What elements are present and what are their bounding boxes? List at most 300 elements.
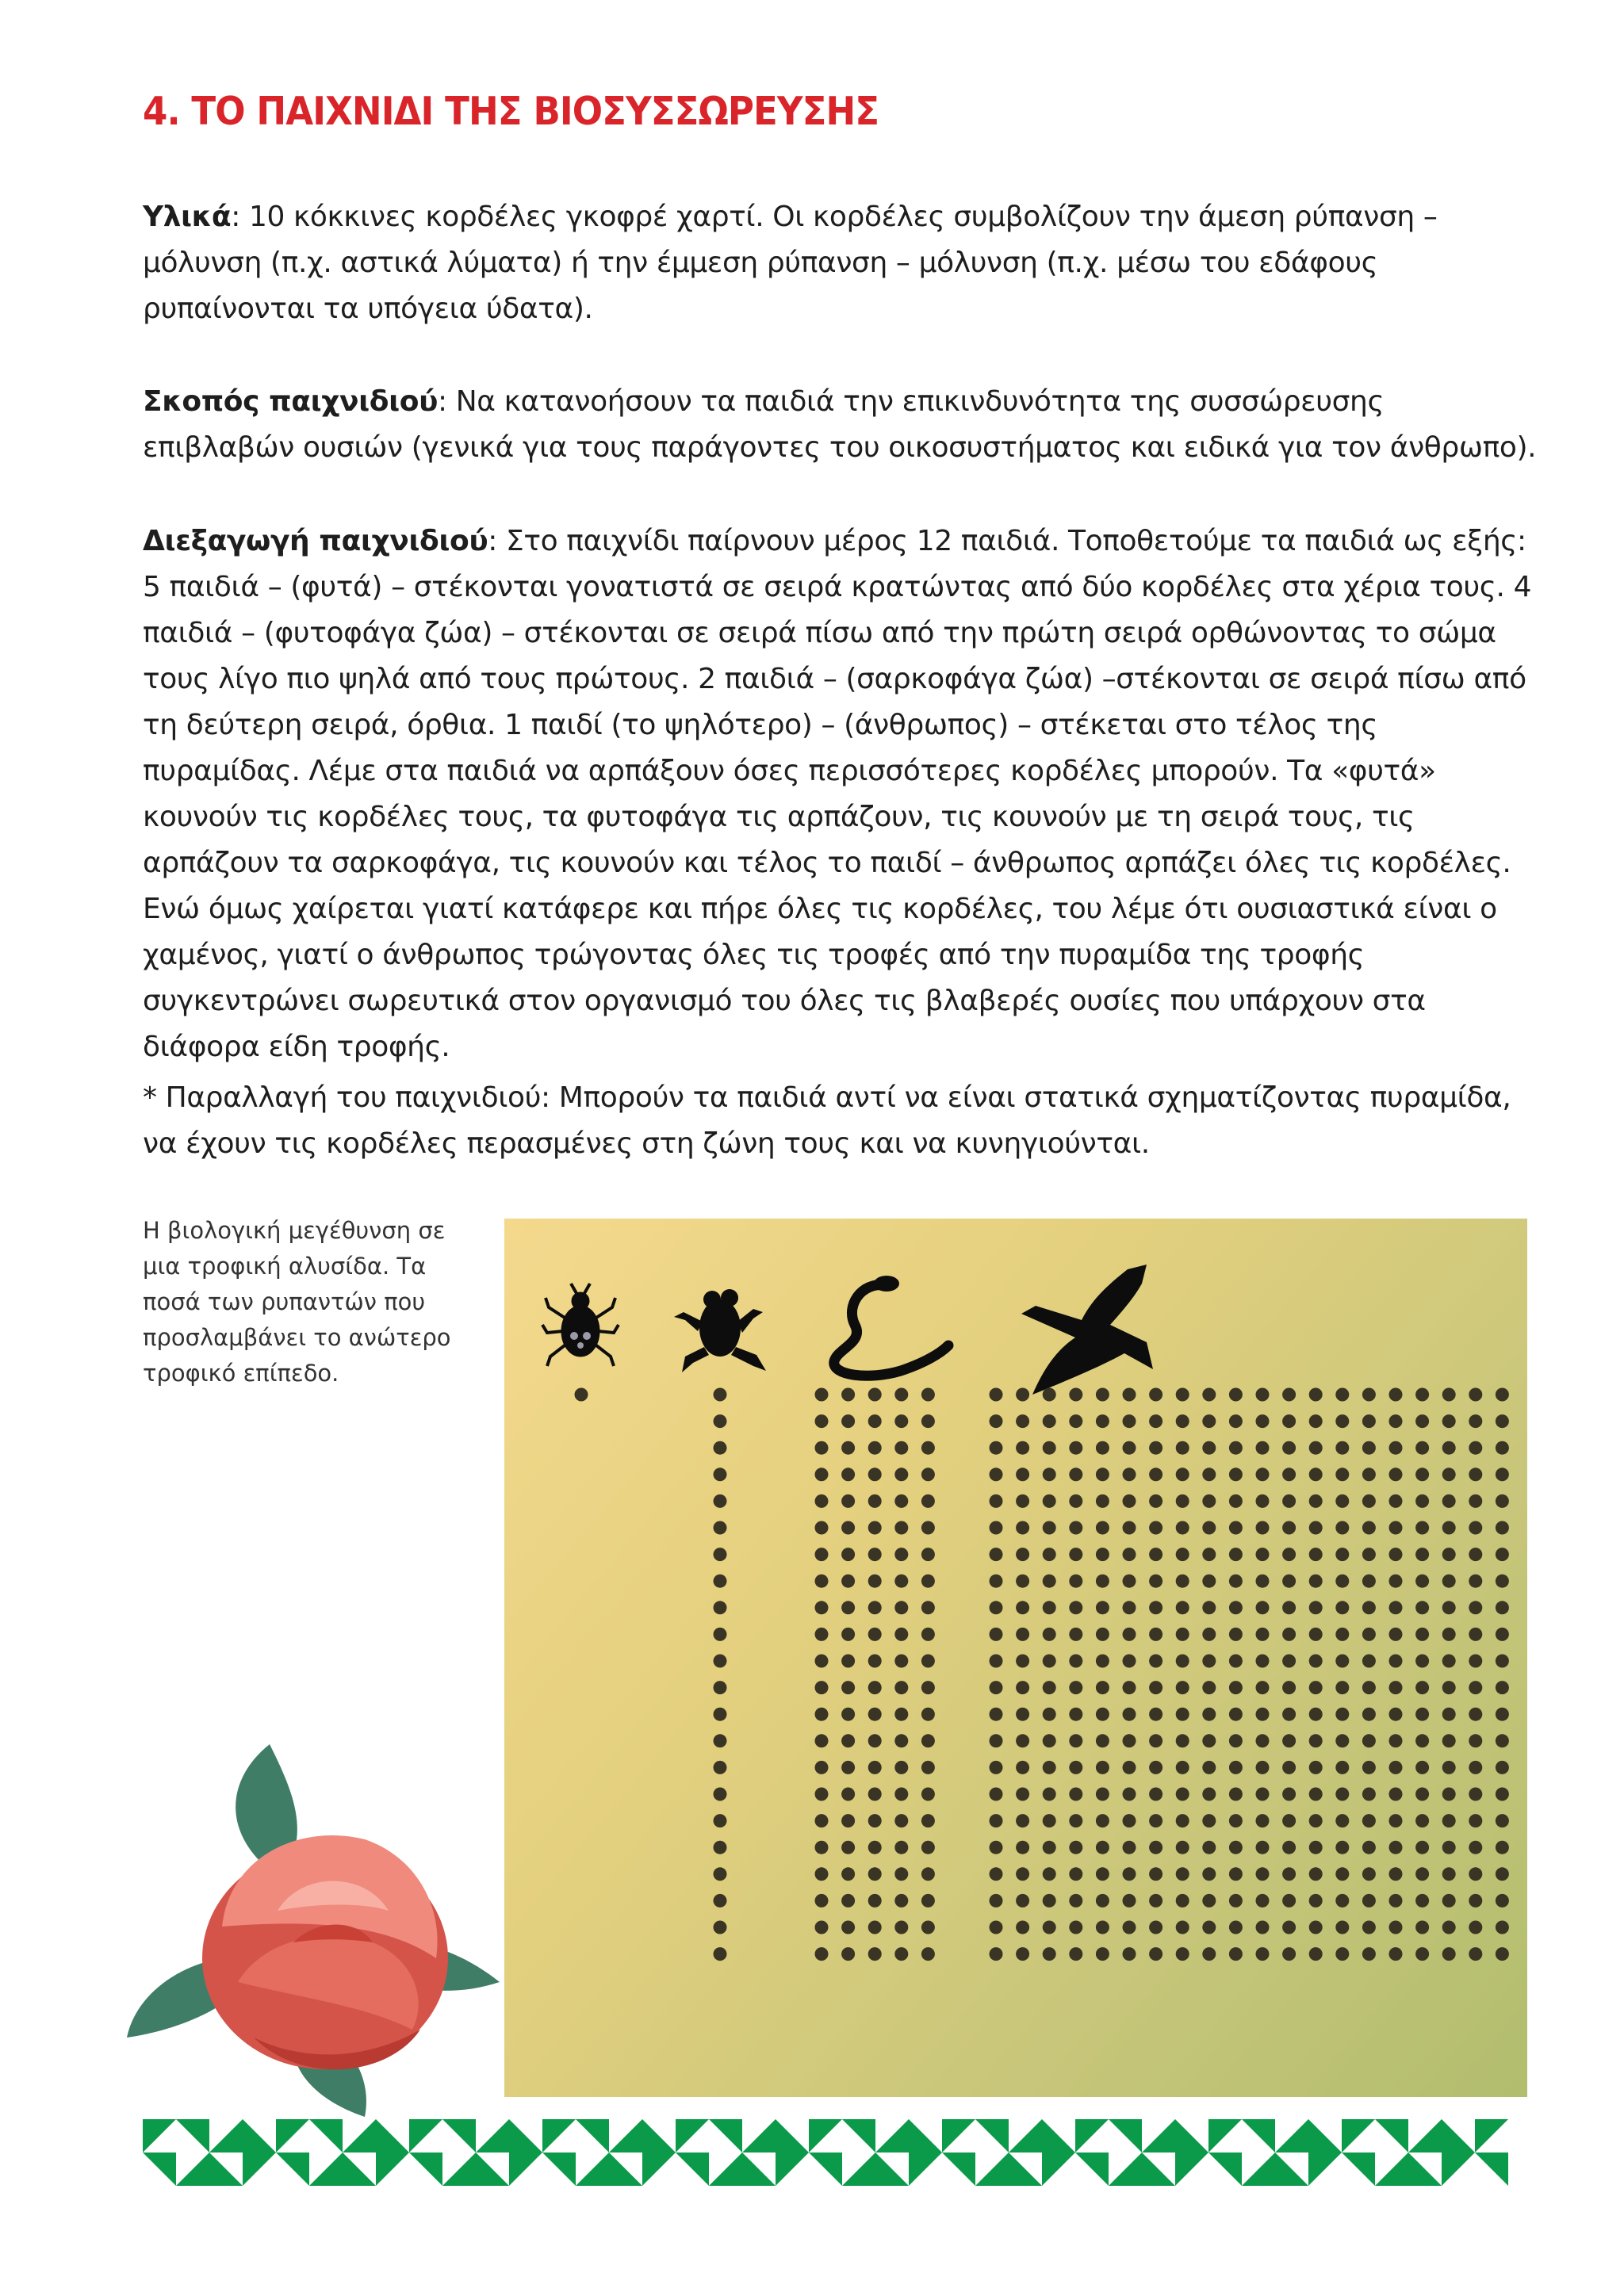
- pollutant-dot: [921, 1601, 935, 1614]
- pollutant-dot: [990, 1841, 1003, 1854]
- pollutant-dot: [1176, 1414, 1189, 1428]
- pollutant-dot: [868, 1947, 882, 1961]
- pollutant-dot: [894, 1601, 908, 1614]
- pollutant-dot: [894, 1575, 908, 1588]
- pollutant-dot: [841, 1814, 855, 1827]
- pollutant-dot: [815, 1867, 829, 1881]
- pollutant-dot: [1096, 1947, 1109, 1961]
- border-triangle: [975, 2119, 1009, 2152]
- pollutant-dot: [1335, 1841, 1349, 1854]
- pollutant-dot: [1335, 1921, 1349, 1934]
- pollutant-dot: [1469, 1601, 1482, 1614]
- pollutant-dot: [1469, 1947, 1482, 1961]
- pollutant-dot: [1069, 1947, 1082, 1961]
- border-triangle: [1175, 2119, 1208, 2152]
- pollutant-dot: [1123, 1761, 1136, 1774]
- pollutant-dot: [1069, 1548, 1082, 1561]
- pollutant-dot: [815, 1761, 829, 1774]
- border-triangle: [676, 2152, 709, 2186]
- pollutant-dot: [1282, 1921, 1296, 1934]
- pollutant-dot: [714, 1947, 727, 1961]
- border-triangle: [409, 2152, 442, 2186]
- border-triangle: [176, 2119, 209, 2152]
- pollutant-dot: [1202, 1921, 1216, 1934]
- pollutant-dot: [1496, 1655, 1509, 1668]
- border-triangle: [742, 2152, 776, 2186]
- pollutant-dot: [1415, 1655, 1429, 1668]
- pollutant-dot: [921, 1628, 935, 1641]
- pollutant-dot: [1496, 1894, 1509, 1908]
- border-triangle: [809, 2119, 842, 2152]
- pollutant-dot: [1202, 1521, 1216, 1535]
- pollutant-dot: [1335, 1548, 1349, 1561]
- figure-canvas: [504, 1219, 1527, 2097]
- pollutant-dot: [841, 1894, 855, 1908]
- pollutant-dot: [894, 1867, 908, 1881]
- border-triangle: [1208, 2152, 1242, 2186]
- pollutant-dot: [1469, 1761, 1482, 1774]
- pollutant-dot: [1282, 1867, 1296, 1881]
- pollutant-dot: [1123, 1494, 1136, 1508]
- pollutant-dot: [921, 1894, 935, 1908]
- pollutant-dot: [1176, 1734, 1189, 1747]
- pollutant-dot: [1362, 1655, 1376, 1668]
- pollutant-dot: [1362, 1414, 1376, 1428]
- pollutant-dot: [841, 1788, 855, 1801]
- pollutant-dot: [921, 1468, 935, 1481]
- pollutant-dot: [1442, 1388, 1456, 1402]
- pollutant-dot: [1496, 1681, 1509, 1694]
- pollutant-dot: [1362, 1708, 1376, 1721]
- pollutant-dot: [1016, 1814, 1029, 1827]
- biomagnification-figure: [504, 1219, 1527, 2097]
- pollutant-dot: [841, 1548, 855, 1561]
- snake-icon: [834, 1276, 948, 1376]
- pollutant-dot: [1496, 1468, 1509, 1481]
- border-triangle: [909, 2119, 942, 2152]
- pollutant-dot: [1123, 1521, 1136, 1535]
- pollutant-dot: [1335, 1414, 1349, 1428]
- pollutant-dot: [1256, 1494, 1270, 1508]
- pollutant-dot: [1389, 1867, 1403, 1881]
- pollutant-dot: [1016, 1388, 1029, 1402]
- border-triangle: [143, 2152, 176, 2186]
- pollutant-dot: [1043, 1548, 1056, 1561]
- border-triangle: [909, 2152, 942, 2186]
- pollutant-dot: [990, 1814, 1003, 1827]
- pollutant-dot: [1442, 1708, 1456, 1721]
- pollutant-dot: [1202, 1788, 1216, 1801]
- pollutant-dot: [1096, 1548, 1109, 1561]
- pollutant-dot: [1282, 1601, 1296, 1614]
- pollutant-dot: [868, 1921, 882, 1934]
- pollutant-dot: [1309, 1441, 1323, 1455]
- pollutant-dot: [815, 1414, 829, 1428]
- pollutant-dot: [841, 1494, 855, 1508]
- pollutant-dot: [1335, 1628, 1349, 1641]
- pollutant-dot: [1389, 1628, 1403, 1641]
- pollutant-dot: [1469, 1788, 1482, 1801]
- border-triangle: [1009, 2119, 1042, 2152]
- pollutant-dot: [1202, 1867, 1216, 1881]
- border-triangle: [742, 2119, 776, 2152]
- pollutant-dot: [1149, 1655, 1162, 1668]
- pollutant-dot: [1123, 1655, 1136, 1668]
- pollutant-dot: [1096, 1655, 1109, 1668]
- pollutant-dot: [1069, 1628, 1082, 1641]
- pollutant-dot: [1176, 1548, 1189, 1561]
- pollutant-dot: [1496, 1947, 1509, 1961]
- pollutant-dot: [1202, 1681, 1216, 1694]
- pollutant-dot: [1309, 1548, 1323, 1561]
- pollutant-dot: [1496, 1761, 1509, 1774]
- pollutant-dot: [1069, 1468, 1082, 1481]
- pollutant-dot: [921, 1788, 935, 1801]
- pollutant-dot: [868, 1468, 882, 1481]
- border-triangle: [1109, 2119, 1142, 2152]
- pollutant-dot: [1202, 1814, 1216, 1827]
- pollutant-dot: [1362, 1521, 1376, 1535]
- pollutant-dot: [1149, 1548, 1162, 1561]
- pollutant-dot: [1016, 1681, 1029, 1694]
- border-triangle: [343, 2152, 376, 2186]
- pollutant-dot: [1069, 1814, 1082, 1827]
- pollutant-dot: [1043, 1655, 1056, 1668]
- pollutant-dot: [714, 1601, 727, 1614]
- pollutant-dot: [1202, 1708, 1216, 1721]
- pollutant-dot: [1069, 1761, 1082, 1774]
- border-triangle: [875, 2119, 909, 2152]
- pollutant-dot: [815, 1494, 829, 1508]
- pollutant-dot: [1335, 1681, 1349, 1694]
- pollutant-dot: [1389, 1708, 1403, 1721]
- pollutant-dot: [815, 1521, 829, 1535]
- pollutant-dot: [1202, 1894, 1216, 1908]
- pollutant-dot: [1229, 1867, 1243, 1881]
- pollutant-dot: [1415, 1921, 1429, 1934]
- pollutant-dot: [990, 1655, 1003, 1668]
- pollutant-dot: [1496, 1734, 1509, 1747]
- pollutant-dot: [1469, 1441, 1482, 1455]
- pollutant-dot: [1069, 1921, 1082, 1934]
- pollutant-dot: [1362, 1814, 1376, 1827]
- pollutant-dot: [1229, 1814, 1243, 1827]
- pollutant-dot: [1282, 1788, 1296, 1801]
- pollutant-dot: [1096, 1921, 1109, 1934]
- pollutant-dot: [894, 1521, 908, 1535]
- pollutant-dot: [1069, 1575, 1082, 1588]
- pollutant-dot: [921, 1814, 935, 1827]
- pollutant-dot: [921, 1947, 935, 1961]
- bird-icon: [1021, 1265, 1153, 1395]
- border-triangle: [1375, 2152, 1408, 2186]
- pollutant-dot: [1123, 1441, 1136, 1455]
- pollutant-dot: [1389, 1814, 1403, 1827]
- pollutant-dot: [1256, 1628, 1270, 1641]
- pollutant-dot: [868, 1388, 882, 1402]
- pollutant-dot: [815, 1468, 829, 1481]
- pollutant-dot: [1335, 1575, 1349, 1588]
- pollutant-dot: [1415, 1388, 1429, 1402]
- pollutant-dot: [1069, 1894, 1082, 1908]
- pollutant-dot: [841, 1867, 855, 1881]
- pollutant-dot: [714, 1894, 727, 1908]
- pollutant-dot: [1202, 1494, 1216, 1508]
- pollutant-dot: [1096, 1601, 1109, 1614]
- pollutant-dot: [921, 1681, 935, 1694]
- pollutant-dot: [1256, 1788, 1270, 1801]
- pollutant-dot: [1335, 1788, 1349, 1801]
- pollutant-dot: [921, 1388, 935, 1402]
- pollutant-dot: [1016, 1921, 1029, 1934]
- pollutant-dot: [1043, 1575, 1056, 1588]
- pollutant-dot: [990, 1788, 1003, 1801]
- pollutant-dot: [1442, 1894, 1456, 1908]
- pollutant-dot: [1176, 1867, 1189, 1881]
- pollutant-dot: [894, 1494, 908, 1508]
- pollutant-dot: [1469, 1548, 1482, 1561]
- border-triangle: [276, 2119, 309, 2152]
- pollutant-dot: [1096, 1681, 1109, 1694]
- border-triangle: [942, 2152, 975, 2186]
- pollutant-dot: [1149, 1521, 1162, 1535]
- pollutant-dot: [921, 1841, 935, 1854]
- pollutant-dot: [841, 1601, 855, 1614]
- pollutant-dot: [868, 1708, 882, 1721]
- pollutant-dot: [1309, 1947, 1323, 1961]
- pollutant-dot: [1096, 1388, 1109, 1402]
- pollutant-dot: [1469, 1388, 1482, 1402]
- pollutant-dot: [1442, 1788, 1456, 1801]
- pollutant-dot: [1415, 1841, 1429, 1854]
- pollutant-dot: [1256, 1867, 1270, 1881]
- border-triangle: [842, 2152, 875, 2186]
- pollutant-dot: [1469, 1708, 1482, 1721]
- pollutant-dot: [990, 1601, 1003, 1614]
- procedure-label: Διεξαγωγή παιχνιδιού: [143, 525, 488, 557]
- pollutant-dot: [815, 1814, 829, 1827]
- pollutant-dot: [1256, 1575, 1270, 1588]
- border-triangle: [1342, 2119, 1375, 2152]
- border-triangle: [176, 2152, 209, 2186]
- pollutant-dot: [1442, 1655, 1456, 1668]
- pollutant-dot: [714, 1414, 727, 1428]
- pollutant-dot: [1016, 1894, 1029, 1908]
- pollutant-dot: [1469, 1867, 1482, 1881]
- border-triangle: [542, 2119, 576, 2152]
- border-triangle: [276, 2152, 309, 2186]
- pollutant-dot: [1442, 1814, 1456, 1827]
- pollutant-dot: [841, 1521, 855, 1535]
- pollutant-dot: [990, 1521, 1003, 1535]
- pollutant-dot: [1335, 1708, 1349, 1721]
- pollutant-dot: [1123, 1894, 1136, 1908]
- border-triangle: [1308, 2119, 1342, 2152]
- pollutant-dot: [714, 1521, 727, 1535]
- pollutant-dot: [921, 1441, 935, 1455]
- pollutant-dot: [815, 1441, 829, 1455]
- pollutant-dot: [1496, 1708, 1509, 1721]
- pollutant-dot: [1016, 1947, 1029, 1961]
- pollutant-dot: [1335, 1761, 1349, 1774]
- pollutant-dot: [841, 1708, 855, 1721]
- pollutant-dot: [1362, 1947, 1376, 1961]
- pollutant-dot: [714, 1708, 727, 1721]
- pollutant-dot: [714, 1575, 727, 1588]
- pollutant-dot: [1176, 1655, 1189, 1668]
- pollutant-dot: [1415, 1894, 1429, 1908]
- pollutant-dot: [1123, 1628, 1136, 1641]
- procedure-text: : Στο παιχνίδι παίρνουν μέρος 12 παιδιά. Τοποθετούμε τα παιδιά ως εξής: 5 παιδιά – (φυτά) – στέκονται γονατιστά σε σειρά κρατώντας από δύο κορδέλες στα χέρια τους. 4 παιδιά – (φυτοφάγα ζώα) – στέκονται σε σειρά πίσω από την πρώτη σειρά ορθώνοντας το σώμα τους λίγο πιο ψηλά από τους πρώτους. 2 παιδιά – (σαρκοφάγα ζώα) –στέκονται σε σειρά πίσω από τη δεύτερη σειρά, όρθια. 1 παιδί (το ψηλότερο) – (άνθρωπος) – στέκεται στο τέλος της πυραμίδας. Λέμε στα παιδιά να αρπάξουν όσες περισσότερες κορδέλες μπορούν. Τα «φυτά» κουνούν τις κορδέλες τους, τα φυτοφάγα τις αρπάζουν, τις κουνούν με τη σειρά τους, τις αρπάζουν τα σαρκοφάγα, τις κουνούν και τέλος το παιδί – άνθρωπος αρπάζει όλες τις κορδέλες. Ενώ όμως χαίρεται γιατί κατάφερε και πήρε όλες τις κορδέλες, του λέμε ότι ουσιαστικά είναι ο χαμένος, γιατί ο άνθρωπος τρώγοντας όλες τις τροφές από την πυραμίδα της τροφής συγκεντρώνει σωρευτικά στον οργανισμό του όλες τις βλαβερές ουσίες που υπάρχουν στα διάφορα είδη τροφής.: [143, 525, 1532, 1063]
- pollutant-dot: [1149, 1628, 1162, 1641]
- border-triangle: [243, 2119, 276, 2152]
- pollutant-dot: [1016, 1867, 1029, 1881]
- pollutant-dot: [1256, 1894, 1270, 1908]
- border-triangle: [642, 2119, 676, 2152]
- pollutant-dot: [1229, 1788, 1243, 1801]
- pollutant-dot: [1282, 1814, 1296, 1827]
- pollutant-dot: [1415, 1681, 1429, 1694]
- pollutant-dot: [1043, 1494, 1056, 1508]
- pollutant-dot: [841, 1388, 855, 1402]
- border-triangle: [1009, 2152, 1042, 2186]
- pollutant-dot: [894, 1734, 908, 1747]
- pollutant-dot: [1442, 1921, 1456, 1934]
- border-triangle: [709, 2152, 742, 2186]
- pollutant-dot: [1202, 1947, 1216, 1961]
- pollutant-dot: [1016, 1655, 1029, 1668]
- pollutant-dot: [1362, 1841, 1376, 1854]
- border-triangle: [1109, 2152, 1142, 2186]
- border-triangle: [676, 2119, 709, 2152]
- pollutant-dot: [921, 1761, 935, 1774]
- pollutant-dot: [1469, 1814, 1482, 1827]
- pollutant-dot: [815, 1628, 829, 1641]
- pollutant-dot: [894, 1414, 908, 1428]
- pollutant-dot: [990, 1441, 1003, 1455]
- pollutant-dot: [1043, 1414, 1056, 1428]
- pollutant-dot: [1149, 1947, 1162, 1961]
- pollutant-dot: [815, 1601, 829, 1614]
- pollutant-dot: [714, 1841, 727, 1854]
- pollutant-dot: [1282, 1414, 1296, 1428]
- pollutant-dot: [1096, 1494, 1109, 1508]
- pollutant-dot: [1149, 1708, 1162, 1721]
- pollutant-dot: [1149, 1601, 1162, 1614]
- pollutant-dot: [1123, 1867, 1136, 1881]
- pollutant-dot: [1229, 1734, 1243, 1747]
- procedure-paragraph: [143, 519, 1538, 1070]
- pollutant-dot: [1362, 1788, 1376, 1801]
- pollutant-dot: [990, 1548, 1003, 1561]
- pollutant-dot: [1149, 1788, 1162, 1801]
- pollutant-dot: [1415, 1521, 1429, 1535]
- pollutant-dot: [1043, 1894, 1056, 1908]
- pollutant-dot: [894, 1841, 908, 1854]
- pollutant-dot: [1469, 1575, 1482, 1588]
- pollutant-dot: [1229, 1468, 1243, 1481]
- pollutant-dot: [1469, 1841, 1482, 1854]
- border-triangle: [542, 2152, 576, 2186]
- border-triangle: [1042, 2119, 1075, 2152]
- pollutant-dot: [1043, 1681, 1056, 1694]
- pollutant-dot: [1282, 1521, 1296, 1535]
- pollutant-dot: [1442, 1734, 1456, 1747]
- pollutant-dot: [1362, 1575, 1376, 1588]
- pollutant-dot: [1016, 1468, 1029, 1481]
- pollutant-dot: [1415, 1947, 1429, 1961]
- border-triangle: [409, 2119, 442, 2152]
- pollutant-dot: [868, 1441, 882, 1455]
- pollutant-dot: [1202, 1761, 1216, 1774]
- pollutant-dot: [1176, 1841, 1189, 1854]
- pollutant-dot: [714, 1548, 727, 1561]
- pollutant-dot: [1176, 1575, 1189, 1588]
- pollutant-dot: [1176, 1494, 1189, 1508]
- border-triangle: [576, 2152, 609, 2186]
- pollutant-dot: [1096, 1628, 1109, 1641]
- goal-label: Σκοπός παιχνιδιού: [143, 385, 438, 418]
- pollutant-dot: [1442, 1867, 1456, 1881]
- pollutant-dot: [1202, 1628, 1216, 1641]
- pollutant-dot: [1335, 1521, 1349, 1535]
- pollutant-dot: [841, 1734, 855, 1747]
- pollutant-dot: [1043, 1867, 1056, 1881]
- border-triangle: [1242, 2152, 1275, 2186]
- pollutant-dot: [1176, 1468, 1189, 1481]
- pollutant-dot: [1016, 1841, 1029, 1854]
- page-title: 4. ΤΟ ΠΑΙΧΝΙΔΙ ΤΗΣ ΒΙΟΣΥΣΣΩΡΕΥΣΗΣ: [143, 89, 879, 134]
- variation-paragraph: * Παραλλαγή του παιχνιδιού: Μπορούν τα παιδιά αντί να είναι στατικά σχηματίζοντας πυραμίδα, να έχουν τις κορδέλες περασμένες στη ζώνη τους και να κυνηγιούνται.: [143, 1081, 1511, 1160]
- pollutant-dot: [894, 1708, 908, 1721]
- pollutant-dot: [1415, 1601, 1429, 1614]
- pollutant-dot: [1069, 1441, 1082, 1455]
- pollutant-dot: [1202, 1388, 1216, 1402]
- pollutant-dot: [1496, 1521, 1509, 1535]
- border-triangle: [1208, 2119, 1242, 2152]
- border-triangle: [975, 2152, 1009, 2186]
- pollutant-dot: [1362, 1867, 1376, 1881]
- pollutant-dot: [1309, 1494, 1323, 1508]
- pollutant-dot: [1176, 1601, 1189, 1614]
- pollutant-dot: [1282, 1655, 1296, 1668]
- pollutant-dot: [1362, 1494, 1376, 1508]
- pollutant-dot: [1256, 1734, 1270, 1747]
- pollutant-dot: [1282, 1468, 1296, 1481]
- pollutant-dot: [1415, 1761, 1429, 1774]
- pollutant-dot: [1123, 1921, 1136, 1934]
- pollutant-dot: [1309, 1921, 1323, 1934]
- pollutant-dot: [1016, 1708, 1029, 1721]
- pollutant-dot: [1123, 1414, 1136, 1428]
- pollutant-dot: [1496, 1414, 1509, 1428]
- pollutant-dot: [1176, 1388, 1189, 1402]
- pollutant-dot: [990, 1761, 1003, 1774]
- pollutant-dot: [1442, 1548, 1456, 1561]
- pollutant-dot: [1229, 1388, 1243, 1402]
- pollutant-dot: [1335, 1947, 1349, 1961]
- pollutant-dot: [1282, 1628, 1296, 1641]
- pollutant-dot: [1202, 1734, 1216, 1747]
- border-triangle: [1475, 2152, 1508, 2186]
- pollutant-dot: [1069, 1708, 1082, 1721]
- border-triangle: [509, 2119, 542, 2152]
- border-triangle: [1308, 2152, 1342, 2186]
- pollutant-dot: [1256, 1947, 1270, 1961]
- pollutant-dot: [868, 1601, 882, 1614]
- pollutant-dot: [1496, 1814, 1509, 1827]
- pollutant-dot: [1282, 1947, 1296, 1961]
